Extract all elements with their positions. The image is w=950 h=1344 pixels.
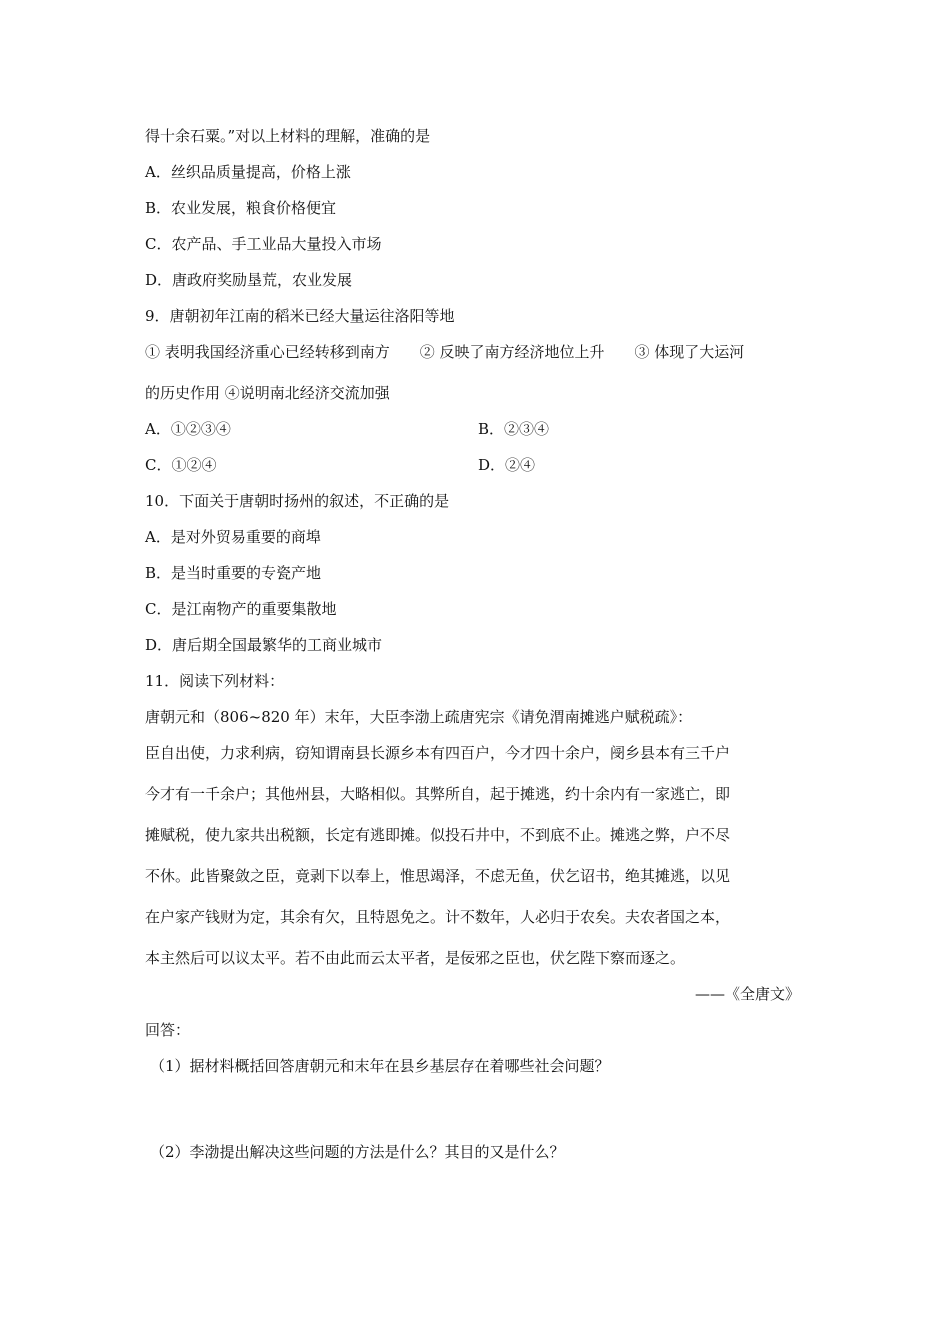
q10-option-b: B．是当时重要的专瓷产地 bbox=[145, 564, 322, 582]
q11-intro: 唐朝元和（806~820 年）末年，大臣李渤上疏唐宪宗《请免渭南摊逃户赋税疏》： bbox=[145, 708, 693, 726]
q11-source: ——《全唐文》 bbox=[694, 985, 800, 1003]
q11-passage-line: 今才有一千余户；其他州县，大略相似。其弊所自，起于摊逃，约十余内有一家逃亡，即 bbox=[145, 785, 731, 803]
question-8-tail: 得十余石粟。”对以上材料的理解，准确的是 bbox=[145, 127, 431, 145]
q9-statements-line2: 的历史作用 ④说明南北经济交流加强 bbox=[145, 384, 390, 402]
q8-option-c: C．农产品、手工业品大量投入市场 bbox=[145, 235, 382, 253]
q10-option-c: C．是江南物产的重要集散地 bbox=[145, 600, 337, 618]
q9-option-a: A．①②③④ bbox=[145, 420, 231, 438]
q8-option-d: D．唐政府奖励垦荒，农业发展 bbox=[145, 271, 353, 289]
q8-option-b: B．农业发展，粮食价格便宜 bbox=[145, 199, 337, 217]
q11-passage-line: 在户家产钱财为定，其余有欠，且特恩免之。计不数年，人必归于农矣。夫农者国之本， bbox=[145, 908, 731, 926]
q11-passage-line: 不休。此皆聚敛之臣，竟剥下以奉上，惟思竭泽，不虑无鱼，伏乞诏书，绝其摊逃，以见 bbox=[145, 867, 731, 885]
q11-passage-line: 摊赋税，使九家共出税额，长定有逃即摊。似投石井中，不到底不止。摊逃之弊，户不尽 bbox=[145, 826, 731, 844]
question-11-stem: 11．阅读下列材料： bbox=[145, 672, 285, 690]
q9-option-c: C．①②④ bbox=[145, 456, 217, 474]
q11-passage-line: 本主然后可以议太平。若不由此而云太平者，是佞邪之臣也，伏乞陛下察而逐之。 bbox=[145, 949, 686, 967]
question-10-stem: 10．下面关于唐朝时扬州的叙述，不正确的是 bbox=[145, 492, 450, 510]
q10-option-d: D．唐后期全国最繁华的工商业城市 bbox=[145, 636, 383, 654]
q11-answer-label: 回答： bbox=[145, 1021, 191, 1039]
question-9-stem: 9．唐朝初年江南的稻米已经大量运往洛阳等地 bbox=[145, 307, 455, 325]
q11-sub-question-1: （1）据材料概括回答唐朝元和末年在县乡基层存在着哪些社会问题？ bbox=[150, 1057, 610, 1075]
q9-statements-line1: ① 表明我国经济重心已经转移到南方 ② 反映了南方经济地位上升 ③ 体现了大运河 bbox=[145, 343, 745, 361]
q9-option-b: B．②③④ bbox=[478, 420, 550, 438]
q11-sub-question-2: （2）李渤提出解决这些问题的方法是什么？其目的又是什么？ bbox=[150, 1143, 565, 1161]
q8-option-a: A．丝织品质量提高，价格上涨 bbox=[145, 163, 351, 181]
q11-passage-line: 臣自出使，力求利病，窃知谓南县长源乡本有四百户，今才四十余户，阌乡县本有三千户 bbox=[145, 744, 731, 762]
q9-option-d: D．②④ bbox=[478, 456, 536, 474]
q10-option-a: A．是对外贸易重要的商埠 bbox=[145, 528, 321, 546]
